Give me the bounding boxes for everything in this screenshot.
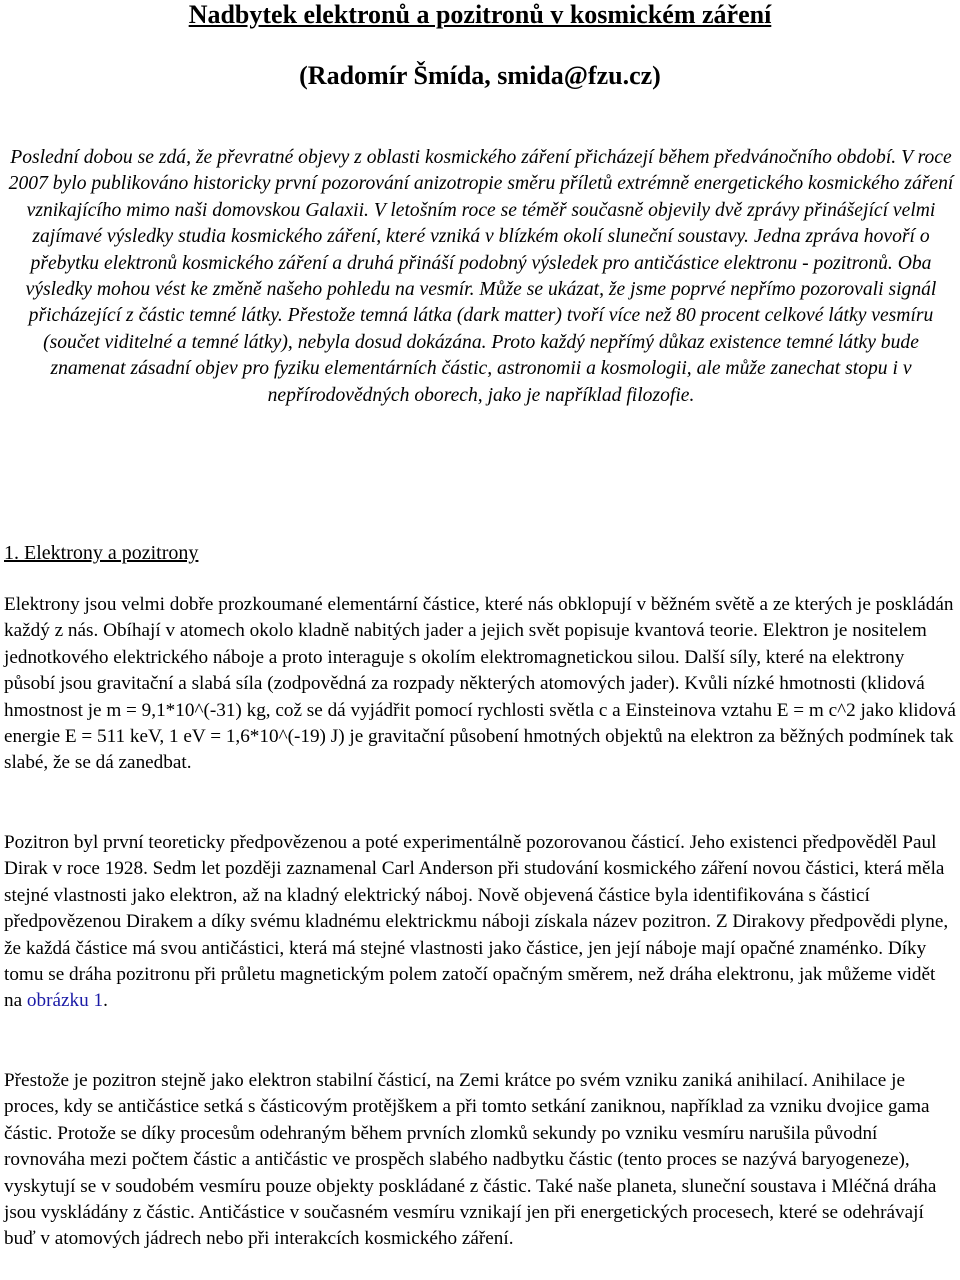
body-paragraph-annihilation: Přestože je pozitron stejně jako elektron stabilní částicí, na Zemi krátce po svém vzniku zaniká anihilací. Anihilace je proces, kdy se antičástice setká s částicovým protějškem a při tomto setkání zaniknou, například za vzniku dvojice gama částic. Protože se díky procesům odehraným během prvních zlomků sekundy po vzniku vesmíru narušila původní rovnováha mezi počtem částic a antičástic ve prospěch slabého nadbytku částic (tento proces se nazývá baryogeneze), vyskytují se v soudobém vesmíru pouze objekty poskládané z částic. Také naše planeta, sluneční soustava i Mléčná dráha jsou vyskládány z částic. Antičástice v současném vesmíru vznikají jen při energetických procesech, které se odehrávají buď v atomových jádrech nebo při interakcích kosmického záření.	[4, 1070, 937, 1250]
document-author: (Radomír Šmída, smida@fzu.cz)	[299, 61, 661, 90]
document-title: Nadbytek elektronů a pozitronů v kosmickém záření	[188, 0, 772, 29]
figure-1-link[interactable]: obrázku 1	[26, 990, 104, 1012]
section-heading: 1. Elektrony a pozitrony	[4, 542, 199, 564]
body-paragraph-positron	[4, 830, 956, 1015]
body-paragraph-positron-end: .	[103, 990, 108, 1012]
body-paragraph-electrons: Elektrony jsou velmi dobře prozkoumané elementární částice, které nás obklopují v běžném světě a ze kterých je poskládán každý z nás. Obíhají v atomech okolo kladně nabitých jader a jejich svět popisuje kvantová teorie. Elektron je nositelem jednotkového elektrického náboje a proto interaguje s okolím elektromagnetickou silou. Další síly, které na elektrony působí jsou gravitační a slabá síla (zodpovědná za rozpady některých atomových jader). Kvůli nízké hmotnosti (klidová hmostnost je m = 9,1*10^(-31) kg, což se dá vyjádřit pomocí rychlosti světla c a Einsteinova vztahu E = m c^2 jako klidová energie E = 511 keV, 1 eV = 1,6*10^(-19) J) je gravitační působení hmotných objektů na elektron za běžných podmínek tak slabé, že se dá zanedbat.	[4, 594, 956, 774]
body-paragraph-positron-text: Pozitron byl první teoreticky předpovězenou a poté experimentálně pozorovanou částicí. Jeho existenci předpověděl Paul Dirak v roce 1928. Sedm let později zaznamenal Carl Anderson při studování kosmického záření novou částici, která měla stejné vlastnosti jako elektron, až na kladný elektrický náboj. Nově objevená částice byla identifikována s částicí předpovězenou Dirakem a díky svému kladnému elektrickmu náboji získala název pozitron. Z Dirakovy předpovědi plyne, že každá částice má svou antičástici, která má stejné vlastnosti jako částice, jen její náboje mají opačné znaménko. Díky tomu se dráha pozitronu při průletu magnetickým polem zatočí opačným směrem, než dráha elektronu, jak můžeme vidět na	[4, 832, 949, 1012]
abstract-paragraph: Poslední dobou se zdá, že převratné objevy z oblasti kosmického záření přicházejí během předvánočního období. V roce 2007 bylo publikováno historicky první pozorování anizotropie směru příletů extrémně energetického kosmického záření vznikajícího mimo naši domovskou Galaxii. V letošním roce se téměř současně objevily dvě zprávy přinášející velmi zajímavé výsledky studia kosmického záření, které vzniká v blízkém okolí sluneční soustavy. Jedna zpráva hovoří o přebytku elektronů kosmického záření a druhá přináší podobný výsledek pro antičástice elektronu - pozitronů. Oba výsledky mohou vést ke změně našeho pohledu na vesmír. Může se ukázat, že jsme poprvé nepřímo pozorovali signál přicházející z částic temné látky. Přestože temná látka (dark matter) tvoří více než 80 procent celkové látky vesmíru (součet viditelné a temné látky), nebyla dosud dokázána. Proto každý nepřímý důkaz existence temné látky bude znamenat zásadní objev pro fyziku elementárních částic, astronomii a kosmologii, ale může zanechat stopu i v nepřírodovědných oborech, jako je například filozofie.	[8, 147, 954, 406]
